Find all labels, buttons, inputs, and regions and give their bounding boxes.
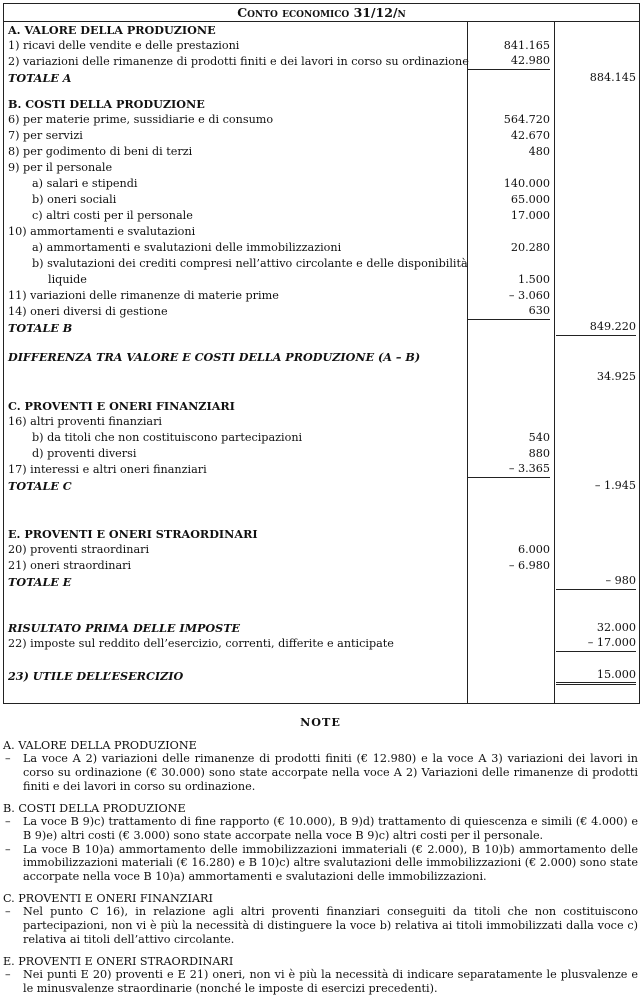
row-label: 8) per godimento di beni di terzi — [8, 145, 193, 158]
notes — [3, 716, 638, 1004]
row-value: 65.000 — [510, 193, 550, 206]
row-label: 9) per il personale — [8, 161, 113, 174]
total-value: 849.220 — [556, 320, 636, 336]
table-row — [4, 240, 639, 256]
table-row — [4, 446, 639, 462]
note-heading: C. PROVENTI E ONERI FINANZIARI — [3, 891, 213, 905]
row-value: 42.980 — [468, 54, 550, 70]
table-row — [4, 636, 639, 652]
row-value: 841.165 — [503, 39, 550, 52]
row-value: 564.720 — [503, 113, 550, 126]
section-e-heading — [4, 526, 639, 542]
section-b-heading — [4, 96, 639, 112]
row-label: d) proventi diversi — [32, 447, 137, 460]
total-value: 32.000 — [596, 621, 636, 634]
table-row — [4, 430, 639, 446]
note-item: – La voce B 9)c) trattamento di fine rapporto (€ 10.000), B 9)d) trattamento di quiescenza e simili (€ 4.000) e B 9)e) altri costi (€ 3.000) sono state accorpate nella voce B 9)c) altri costi per il personale. — [5, 815, 638, 842]
row-value: 6.000 — [517, 543, 550, 556]
row-label: 22) imposte sul reddito dell’esercizio, correnti, differite e anticipate — [8, 637, 394, 650]
table-row — [4, 112, 639, 128]
note-section — [3, 892, 638, 947]
row-label: TOTALE E — [8, 575, 72, 589]
table-row — [4, 256, 639, 272]
row-label: liquide — [48, 273, 87, 286]
note-section — [3, 802, 638, 884]
table-row — [4, 304, 639, 320]
row-value: 630 — [468, 304, 550, 320]
total-row — [4, 70, 639, 86]
table-title: Conto economico 31/12/n — [4, 4, 639, 22]
total-row — [4, 478, 639, 494]
note-text: Nei punti E 20) proventi e E 21) oneri, non vi è più la necessità di indicare separatamente le plusvalenze e le minusvalenze straordinarie (nonché le imposte di esercizi precedenti). — [23, 968, 638, 995]
row-value: 540 — [528, 431, 550, 444]
row-label: 11) variazioni delle rimanenze di materie prime — [8, 289, 279, 302]
total-value: 15.000 — [556, 668, 636, 685]
table-row — [4, 54, 639, 70]
row-value: – 6.980 — [508, 559, 550, 572]
table-row — [4, 224, 639, 240]
note-text: La voce A 2) variazioni delle rimanenze di prodotti finiti (€ 12.980) e la voce A 3) variazioni dei lavori in corso su ordinazione (€ 30.000) sono state accorpate nella voce A 2) Variazioni delle rimanenze di prodotti finiti e dei lavori in corso su ordinazione. — [23, 752, 638, 793]
note-item: – Nei punti E 20) proventi e E 21) oneri, non vi è più la necessità di indicare separatamente le plusvalenze e le minusvalenze straordinarie (nonché le imposte di esercizi precedenti). — [5, 968, 638, 995]
row-label: 23) UTILE DELL’ESERCIZIO — [8, 669, 184, 683]
table-row — [4, 160, 639, 176]
table-row — [4, 462, 639, 478]
table-row — [4, 128, 639, 144]
row-label: 21) oneri straordinari — [8, 559, 132, 572]
row-value: – 3.365 — [468, 462, 550, 478]
note-heading: A. VALORE DELLA PRODUZIONE — [3, 738, 197, 752]
row-label: TOTALE C — [8, 479, 72, 493]
note-heading: B. COSTI DELLA PRODUZIONE — [3, 801, 186, 815]
total-value: 34.925 — [596, 370, 636, 383]
row-label: b) oneri sociali — [32, 193, 117, 206]
row-label: 7) per servizi — [8, 129, 83, 142]
result-row — [4, 620, 639, 636]
row-label: 10) ammortamenti e svalutazioni — [8, 225, 196, 238]
table-row — [4, 558, 639, 574]
row-label: 6) per materie prime, sussidiarie e di consumo — [8, 113, 274, 126]
row-label: DIFFERENZA TRA VALORE E COSTI DELLA PRODUZIONE (A – B) — [8, 350, 421, 364]
net-income-row — [4, 668, 639, 684]
row-label: TOTALE A — [8, 71, 72, 85]
row-label: 2) variazioni delle rimanenze di prodotti finiti e dei lavori in corso su ordinazione — [8, 55, 469, 68]
row-label: E. PROVENTI E ONERI STRAORDINARI — [8, 527, 258, 541]
row-label: b) svalutazioni dei crediti compresi nell’attivo circolante e delle disponibilità — [32, 257, 468, 270]
row-value: 140.000 — [503, 177, 550, 190]
note-item: – Nel punto C 16), in relazione agli altri proventi finanziari conseguiti da titoli che non costituiscono partecipazioni, non vi è più la necessità di distinguere la voce b) relativa ai titoli immobilizzati dalla voce c) relativa ai titoli dell’attivo circolante. — [5, 905, 638, 946]
row-label: A. VALORE DELLA PRODUZIONE — [8, 23, 216, 37]
row-label: B. COSTI DELLA PRODUZIONE — [8, 97, 205, 111]
row-value: 17.000 — [510, 209, 550, 222]
note-text: La voce B 9)c) trattamento di fine rapporto (€ 10.000), B 9)d) trattamento di quiescenza e simili (€ 4.000) e B 9)e) altri costi (€ 3.000) sono state accorpate nella voce B 9)c) altri costi per il personale. — [23, 815, 638, 842]
row-value: 1.500 — [517, 273, 550, 286]
row-label: a) salari e stipendi — [32, 177, 138, 190]
difference-heading — [4, 349, 639, 365]
row-label: 14) oneri diversi di gestione — [8, 305, 168, 318]
total-row — [4, 369, 639, 385]
row-value: 880 — [528, 447, 550, 460]
row-label: TOTALE B — [8, 321, 73, 335]
note-item: – La voce A 2) variazioni delle rimanenze di prodotti finiti (€ 12.980) e la voce A 3) variazioni dei lavori in corso su ordinazione (€ 30.000) sono state accorpate nella voce A 2) Variazioni delle rimanenze di prodotti finiti e dei lavori in corso su ordinazione. — [5, 752, 638, 793]
row-value: 42.670 — [510, 129, 550, 142]
table-row — [4, 38, 639, 54]
row-value: 20.280 — [510, 241, 550, 254]
table-row — [4, 542, 639, 558]
note-item: – La voce B 10)a) ammortamento delle immobilizzazioni immateriali (€ 2.000), B 10)b) ammortamento delle immobilizzazioni materiali (€ 16.280) e B 10)c) altre svalutazioni delle immobilizzazioni (€ 2.000) sono state accorpate nella voce B 10)a) ammortamenti e svalutazioni delle immobilizzazioni. — [5, 842, 638, 884]
row-label: c) altri costi per il personale — [32, 209, 193, 222]
table-body — [4, 22, 639, 703]
notes-title: NOTE — [300, 715, 341, 729]
note-section — [3, 739, 638, 794]
table-row — [4, 272, 639, 288]
table-row — [4, 176, 639, 192]
row-label: C. PROVENTI E ONERI FINANZIARI — [8, 399, 235, 413]
table-row — [4, 414, 639, 430]
table-row — [4, 192, 639, 208]
table-row — [4, 208, 639, 224]
total-row — [4, 320, 639, 336]
total-row — [4, 574, 639, 590]
total-value: – 980 — [556, 574, 636, 590]
row-label: 16) altri proventi finanziari — [8, 415, 163, 428]
note-text: Nel punto C 16), in relazione agli altri proventi finanziari conseguiti da titoli che non costituiscono partecipazioni, non vi è più la necessità di distinguere la voce b) relativa ai titoli immobilizzati dalla voce c) relativa ai titoli dell’attivo circolante. — [23, 905, 638, 946]
row-label: b) da titoli che non costituiscono partecipazioni — [32, 431, 303, 444]
table-row — [4, 288, 639, 304]
total-value: – 1.945 — [594, 479, 636, 492]
conto-economico-table — [3, 3, 640, 704]
section-c-heading — [4, 398, 639, 414]
section-a-heading — [4, 22, 639, 38]
row-label: 1) ricavi delle vendite e delle prestazioni — [8, 39, 240, 52]
table-row — [4, 144, 639, 160]
row-label: RISULTATO PRIMA DELLE IMPOSTE — [8, 621, 241, 635]
row-value: 480 — [528, 145, 550, 158]
note-heading: E. PROVENTI E ONERI STRAORDINARI — [3, 954, 234, 968]
row-label: 17) interessi e altri oneri finanziari — [8, 463, 207, 476]
note-text: La voce B 10)a) ammortamento delle immobilizzazioni immateriali (€ 2.000), B 10)b) ammortamento delle immobilizzazioni materiali (€ 16.280) e B 10)c) altre svalutazioni delle immobilizzazioni (€ 2.000) sono state accorpate nella voce B 10)a) ammortamenti e svalutazioni delle immobilizzazioni. — [23, 842, 638, 884]
row-label: a) ammortamenti e svalutazioni delle immobilizzazioni — [32, 241, 342, 254]
note-section — [3, 955, 638, 996]
row-label: 20) proventi straordinari — [8, 543, 150, 556]
row-value: – 3.060 — [508, 289, 550, 302]
total-value: – 17.000 — [556, 636, 636, 652]
total-value: 884.145 — [589, 71, 636, 84]
